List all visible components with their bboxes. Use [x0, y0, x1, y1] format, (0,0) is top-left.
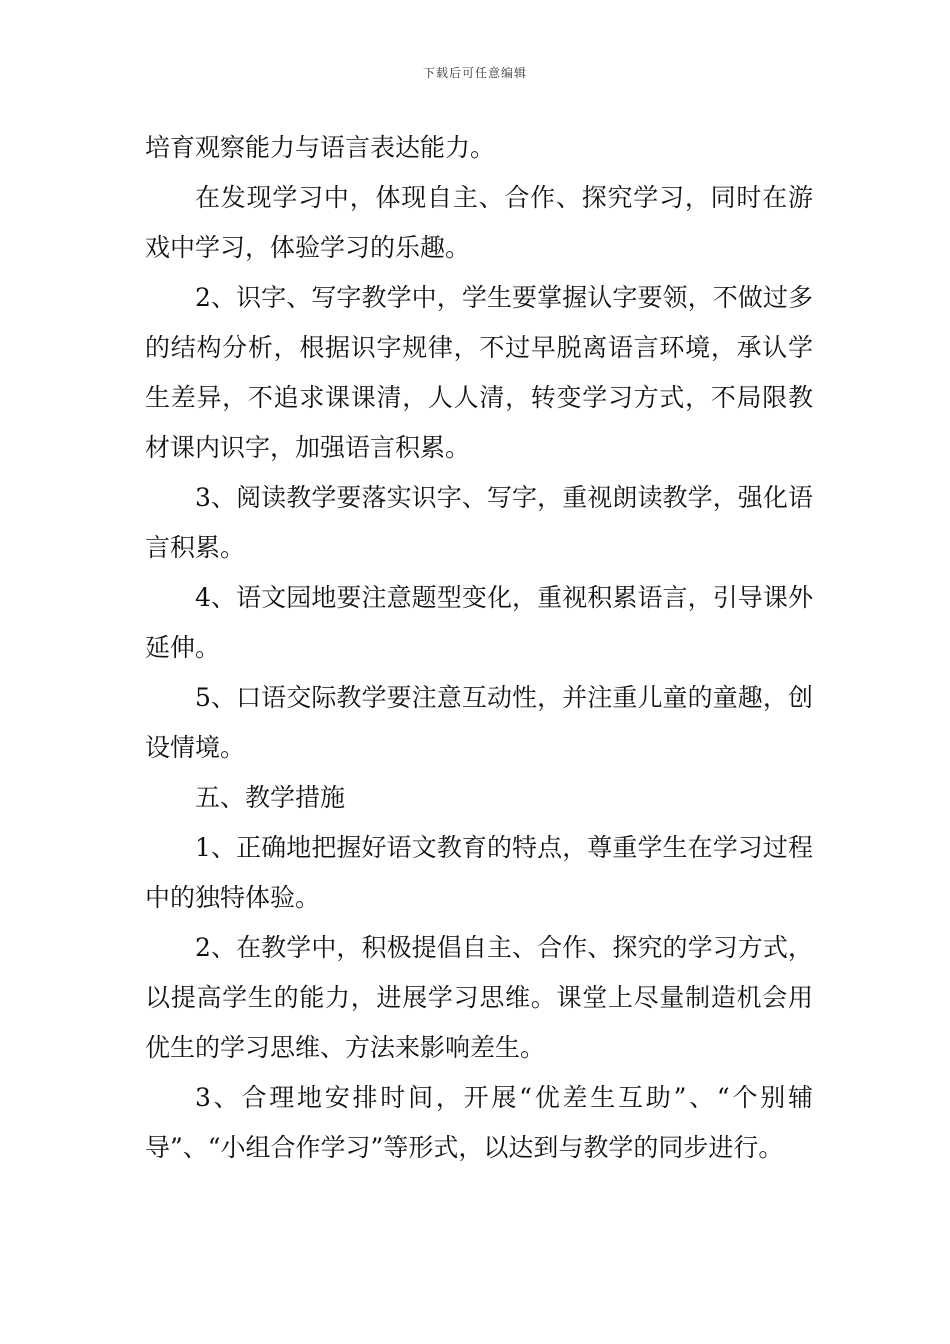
page-header: 下载后可任意编辑: [422, 66, 527, 80]
paragraph-7: 1、正确地把握好语文教育的特点，尊重学生在学习过程中的独特体验。: [145, 833, 813, 912]
paragraph-9: 3、合理地安排时间，开展“优差生互助”、“个别辅导”、“小组合作学习”等形式，以达到与教学的同步进行。: [145, 1083, 813, 1162]
paragraph-2: 在发现学习中，体现自主、合作、探究学习，同时在游戏中学习，体验学习的乐趣。: [145, 183, 813, 262]
paragraph-3: 2、识字、写字教学中，学生要掌握认字要领，不做过多的结构分析，根据识字规律，不过早脱离语言环境，承认学生差异，不追求课课清，人人清，转变学习方式，不局限教材课内识字，加强语言积累。: [145, 283, 813, 462]
document-body: [145, 123, 813, 1173]
paragraph-4: 3、阅读教学要落实识字、写字，重视朗读教学，强化语言积累。: [145, 483, 813, 562]
paragraph-8: 2、在教学中，积极提倡自主、合作、探究的学习方式，以提高学生的能力，进展学习思维。课堂上尽量制造机会用优生的学习思维、方法来影响差生。: [145, 933, 813, 1062]
paragraph-5: 4、语文园地要注意题型变化，重视积累语言，引导课外延伸。: [145, 583, 813, 662]
paragraph-1: 培育观察能力与语言表达能力。: [145, 133, 496, 162]
paragraph-6: 5、口语交际教学要注意互动性，并注重儿童的童趣，创设情境。: [145, 683, 813, 762]
section-heading: 五、教学措施: [195, 783, 346, 812]
